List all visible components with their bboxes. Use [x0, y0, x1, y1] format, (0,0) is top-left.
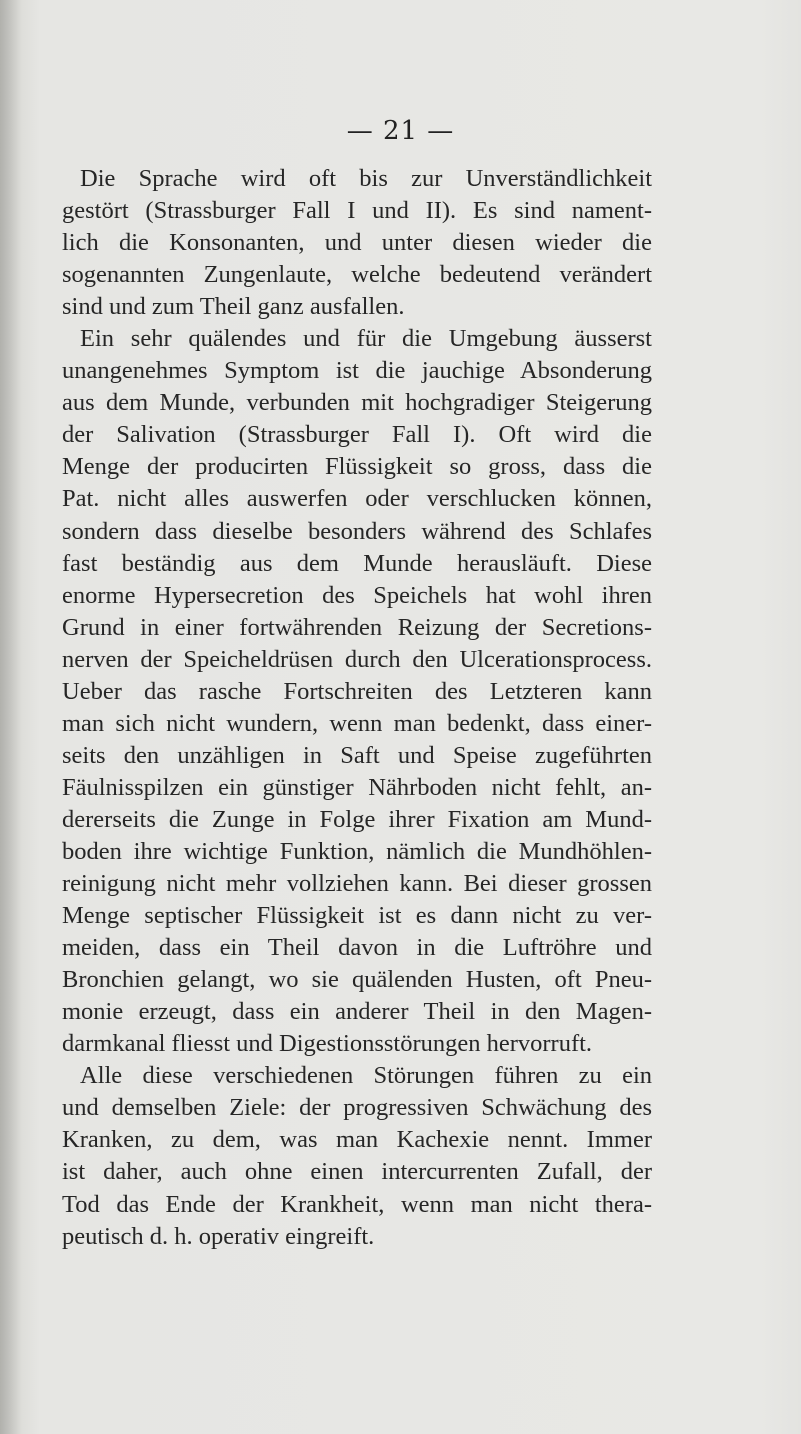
- text-line: aus dem Munde, verbunden mit hochgradiger Steigerung: [62, 389, 652, 417]
- text-line: sondern dass dieselbe besonders während des Schlafes: [62, 517, 652, 545]
- text-line: peutisch d. h. operativ eingreift.: [62, 1222, 375, 1250]
- text-line: monie erzeugt, dass ein anderer Theil in den Magen-: [62, 998, 652, 1026]
- text-line: unangenehmes Symptom ist die jauchige Absonderung: [62, 357, 652, 385]
- text-line: seits den unzähligen in Saft und Speise zugeführten: [62, 741, 652, 769]
- text-line: und demselben Ziele: der progressiven Schwächung des: [62, 1094, 652, 1122]
- text-line: der Salivation (Strassburger Fall I). Oft wird die: [62, 421, 652, 449]
- text-line: enorme Hypersecretion des Speichels hat wohl ihren: [62, 581, 652, 609]
- text-line: darmkanal fliesst und Digestionsstörungen hervorruft.: [62, 1030, 593, 1058]
- page-number: — 21 —: [346, 116, 455, 146]
- text-line: sind und zum Theil ganz ausfallen.: [62, 293, 405, 321]
- text-line: boden ihre wichtige Funktion, nämlich die Mundhöhlen-: [62, 837, 652, 865]
- page-edge-shadow: [0, 0, 22, 1434]
- body-text: [62, 163, 652, 1253]
- text-line: Kranken, zu dem, was man Kachexie nennt. Immer: [62, 1126, 652, 1154]
- text-line: Menge der producirten Flüssigkeit so gross, dass die: [62, 453, 652, 481]
- text-line: man sich nicht wundern, wenn man bedenkt, dass einer-: [62, 709, 652, 737]
- text-line: sogenannten Zungenlaute, welche bedeutend verändert: [62, 261, 652, 289]
- text-line: Ein sehr quälendes und für die Umgebung äusserst: [80, 325, 652, 353]
- text-line: Tod das Ende der Krankheit, wenn man nicht thera-: [62, 1190, 652, 1218]
- text-line: Alle diese verschiedenen Störungen führen zu ein: [80, 1062, 652, 1090]
- text-line: Ueber das rasche Fortschreiten des Letzteren kann: [62, 677, 652, 705]
- text-line: reinigung nicht mehr vollziehen kann. Bei dieser grossen: [62, 870, 652, 898]
- text-line: dererseits die Zunge in Folge ihrer Fixation am Mund-: [62, 805, 652, 833]
- text-line: lich die Konsonanten, und unter diesen wieder die: [62, 229, 652, 257]
- text-line: fast beständig aus dem Munde herausläuft. Diese: [62, 549, 652, 577]
- text-line: ist daher, auch ohne einen intercurrenten Zufall, der: [62, 1158, 652, 1186]
- text-line: meiden, dass ein Theil davon in die Luftröhre und: [62, 934, 652, 962]
- text-line: Menge septischer Flüssigkeit ist es dann nicht zu ver-: [62, 902, 652, 930]
- text-line: Grund in einer fortwährenden Reizung der Secretions-: [62, 613, 652, 641]
- text-line: gestört (Strassburger Fall I und II). Es sind nament-: [62, 197, 652, 225]
- text-line: Die Sprache wird oft bis zur Unverständlichkeit: [80, 165, 652, 192]
- text-line: Pat. nicht alles auswerfen oder verschlucken können,: [62, 485, 652, 513]
- text-line: Fäulnisspilzen ein günstiger Nährboden nicht fehlt, an-: [62, 773, 652, 801]
- text-line: nerven der Speicheldrüsen durch den Ulcerationsprocess.: [62, 645, 652, 673]
- text-line: Bronchien gelangt, wo sie quälenden Husten, oft Pneu-: [62, 966, 652, 994]
